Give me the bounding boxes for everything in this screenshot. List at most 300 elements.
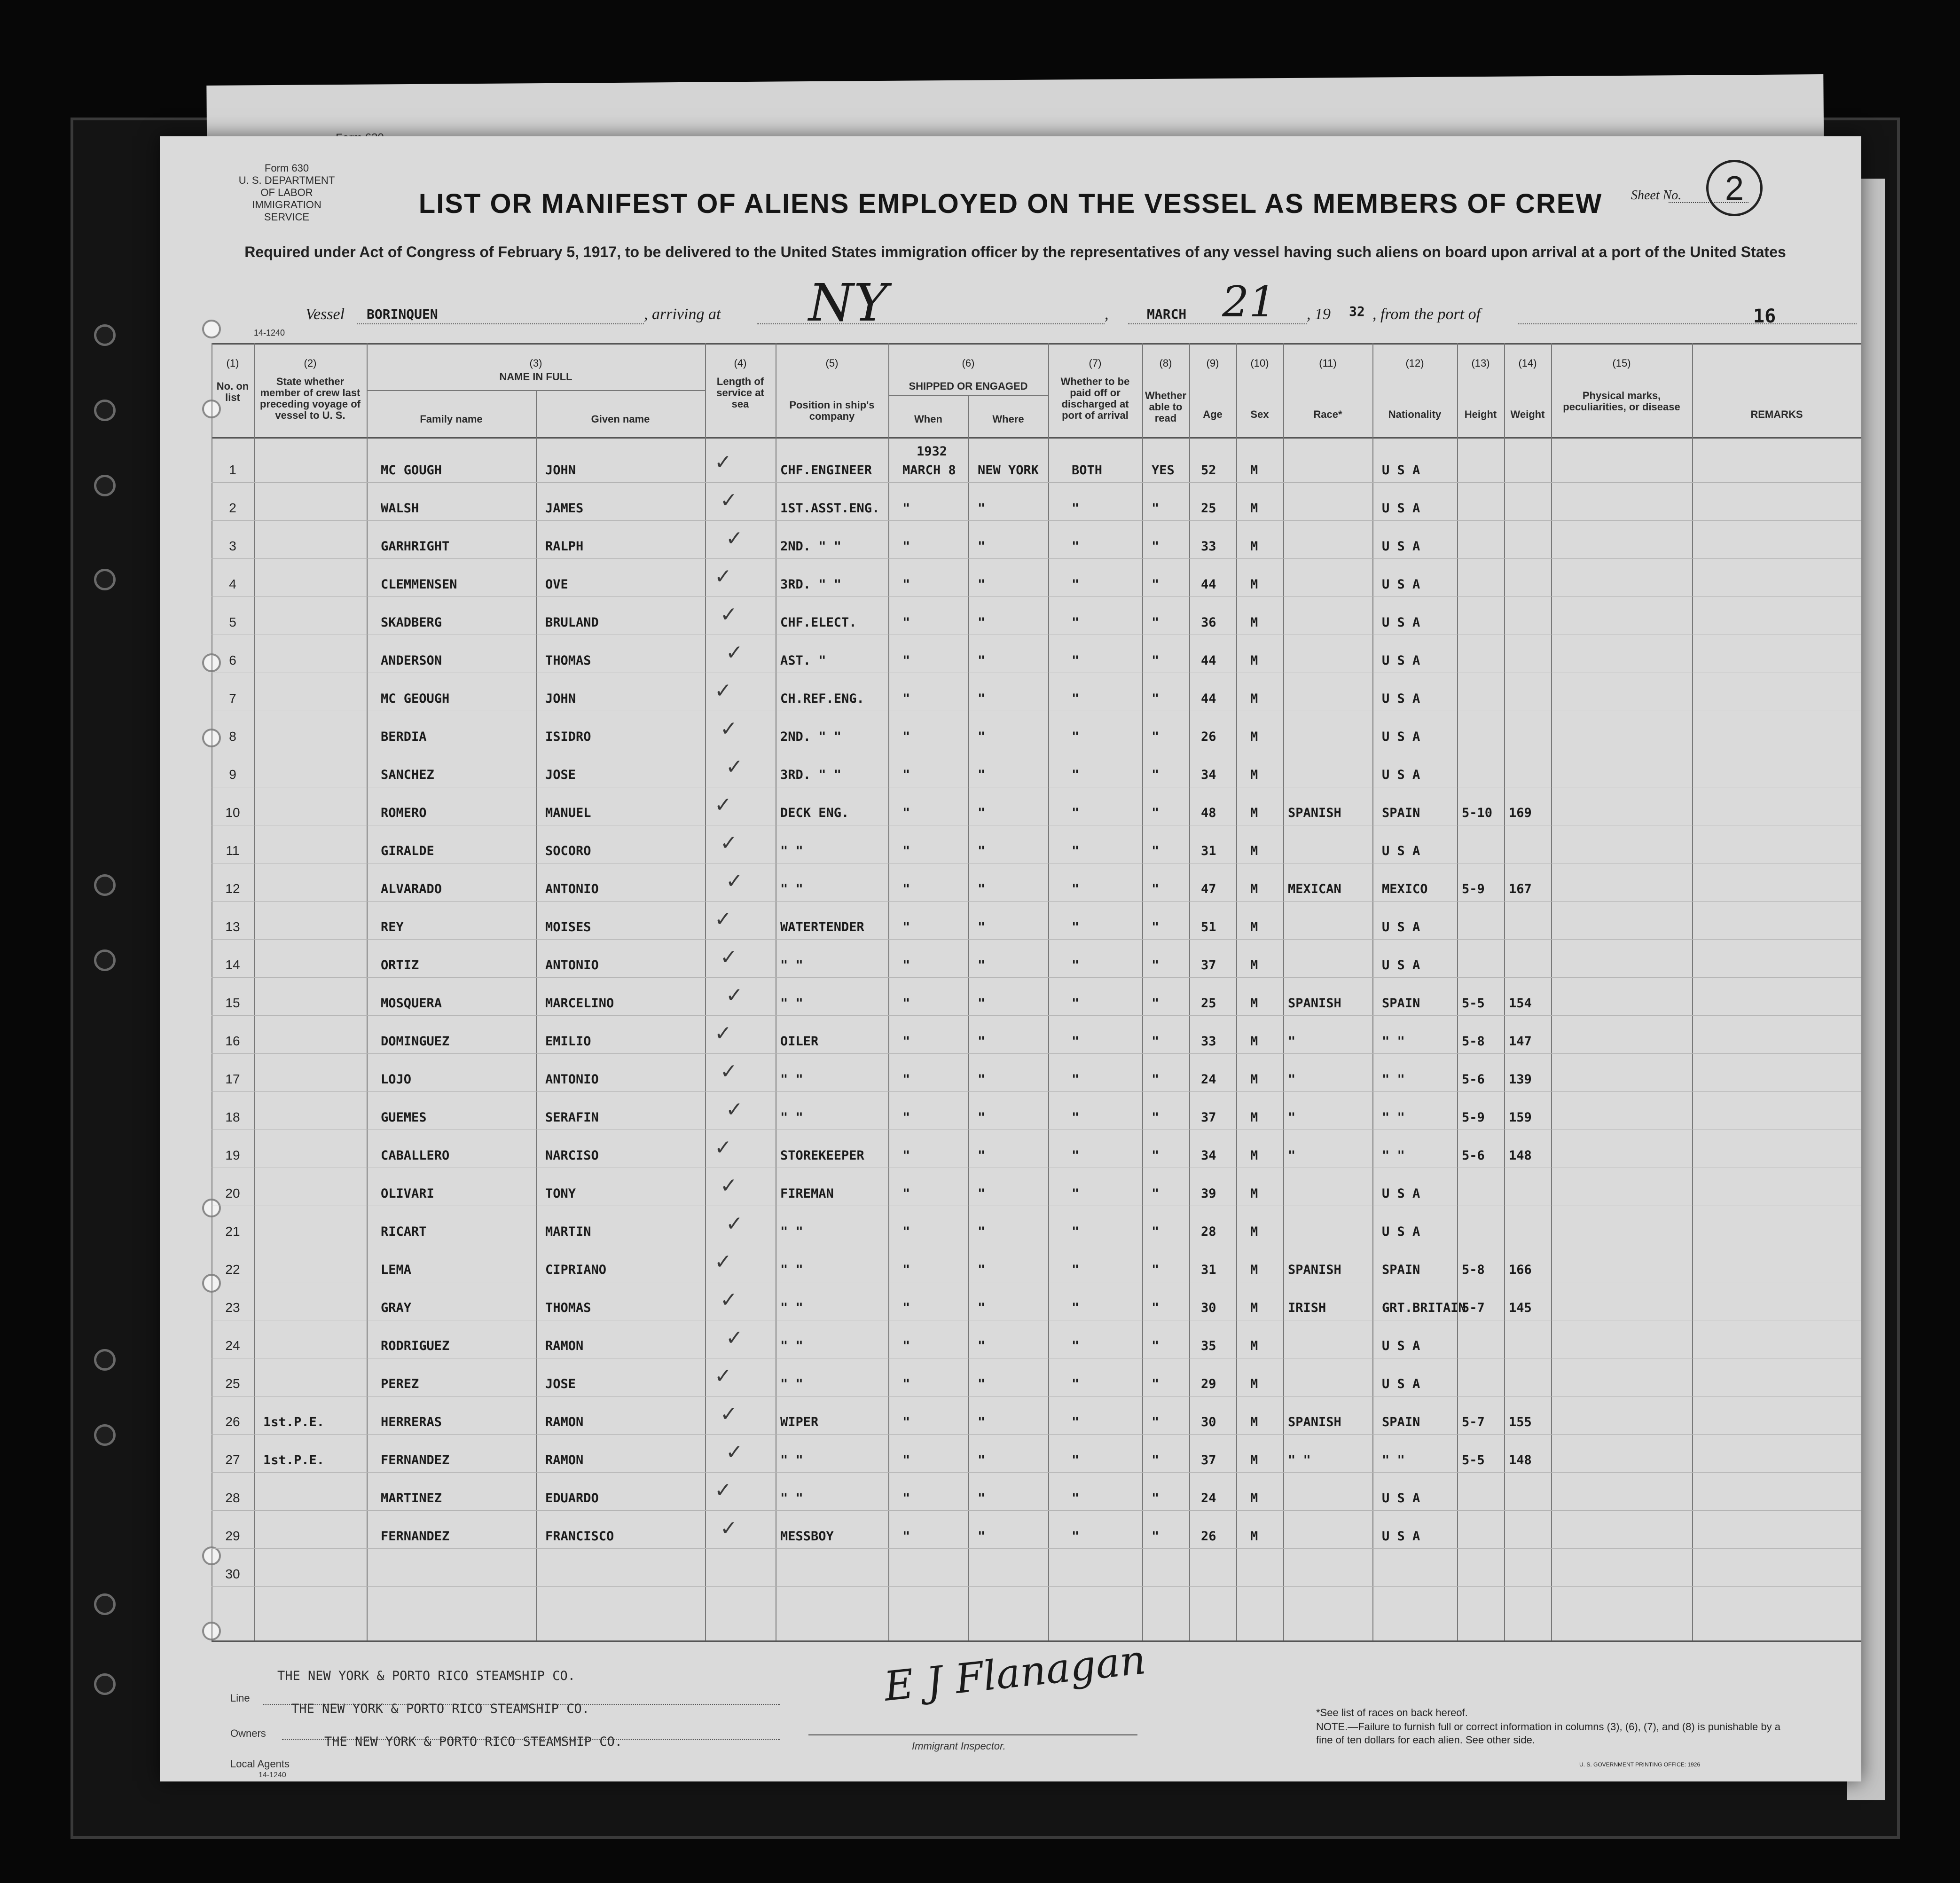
sheet-hole <box>202 320 221 338</box>
row-number: 1 <box>229 463 236 477</box>
family-name-cell: SANCHEZ <box>381 768 434 782</box>
age-cell: 29 <box>1201 1377 1216 1391</box>
col-9-number: (9) <box>1206 357 1219 369</box>
sex-cell: M <box>1250 1186 1258 1201</box>
shipped-where-cell: " <box>978 577 986 592</box>
age-cell: 26 <box>1201 1529 1216 1544</box>
vessel-label: Vessel <box>306 306 345 323</box>
column-rule <box>254 343 255 1640</box>
age-cell: 26 <box>1201 730 1216 744</box>
shipped-when-cell: " <box>902 996 910 1011</box>
paid-off-cell: " <box>1072 1263 1080 1277</box>
shipped-when-cell: " <box>902 577 910 592</box>
height-cell: 5-5 <box>1462 996 1485 1011</box>
shipped-where-cell: " <box>978 615 986 630</box>
height-cell: 5-6 <box>1462 1072 1485 1087</box>
shipped-where-cell: " <box>978 1529 986 1544</box>
position-cell: " " <box>780 882 803 896</box>
col-8-header: Whether able to read <box>1145 390 1186 424</box>
nationality-cell: SPAIN <box>1382 1263 1420 1277</box>
shipped-when-cell: " <box>902 691 910 706</box>
row-number: 18 <box>225 1110 240 1124</box>
able-to-read-cell: " <box>1152 958 1160 973</box>
shipped-year-note: 1932 <box>917 444 948 459</box>
able-to-read-cell: " <box>1152 730 1160 744</box>
line-company-top: THE NEW YORK & PORTO RICO STEAMSHIP CO. <box>277 1669 575 1683</box>
position-cell: " " <box>780 996 803 1011</box>
nationality-cell: U S A <box>1382 1339 1420 1353</box>
shipped-sub-rule <box>888 395 1048 396</box>
check-mark-icon: ✓ <box>720 831 737 855</box>
row-number: 14 <box>225 957 240 972</box>
able-to-read-cell: " <box>1152 996 1160 1011</box>
row-rule <box>212 1510 1861 1511</box>
able-to-read-cell: " <box>1152 1377 1160 1391</box>
shipped-when-cell: " <box>902 1301 910 1315</box>
check-mark-icon: ✓ <box>726 1212 743 1236</box>
previous-voyage-cell: 1st.P.E. <box>263 1453 325 1467</box>
shipped-when-cell: " <box>902 1034 910 1049</box>
given-name-cell: MOISES <box>545 920 591 934</box>
check-mark-icon: ✓ <box>720 945 737 969</box>
arriving-label: , arriving at <box>644 306 721 323</box>
given-name-cell: JOSE <box>545 768 576 782</box>
able-to-read-cell: " <box>1152 577 1160 592</box>
check-mark-icon: ✓ <box>714 793 732 817</box>
col-13-header: Height <box>1464 408 1497 420</box>
shipped-when-cell: " <box>902 1453 910 1467</box>
check-mark-icon: ✓ <box>714 450 732 474</box>
row-number: 17 <box>225 1072 240 1086</box>
position-cell: " " <box>780 1301 803 1315</box>
nationality-cell: U S A <box>1382 653 1420 668</box>
family-name-cell: WALSH <box>381 501 419 516</box>
position-cell: " " <box>780 1491 803 1506</box>
height-cell: 5-5 <box>1462 1453 1485 1467</box>
position-cell: STOREKEEPER <box>780 1148 864 1163</box>
row-rule <box>212 1091 1861 1092</box>
shipped-where-cell: " <box>978 882 986 896</box>
shipped-where-cell: " <box>978 768 986 782</box>
paid-off-cell: " <box>1072 1072 1080 1087</box>
race-cell: " <box>1288 1072 1296 1087</box>
race-cell: SPANISH <box>1288 1415 1341 1429</box>
weight-cell: 166 <box>1509 1263 1532 1277</box>
position-cell: 3RD. " " <box>780 577 842 592</box>
row-number: 8 <box>229 729 236 744</box>
position-cell: CH.REF.ENG. <box>780 691 864 706</box>
row-number: 20 <box>225 1186 240 1200</box>
shipped-when-cell: " <box>902 806 910 820</box>
height-cell: 5-7 <box>1462 1415 1485 1429</box>
position-cell: " " <box>780 1263 803 1277</box>
row-rule <box>212 1015 1861 1016</box>
line-label: Line <box>230 1692 250 1704</box>
sex-cell: M <box>1250 730 1258 744</box>
paid-off-cell: " <box>1072 1415 1080 1429</box>
age-cell: 37 <box>1201 1110 1216 1125</box>
age-cell: 31 <box>1201 844 1216 858</box>
family-name-cell: MC GOUGH <box>381 463 442 478</box>
nationality-cell: GRT.BRITAIN <box>1382 1301 1466 1315</box>
shipped-where-cell: " <box>978 1339 986 1353</box>
able-to-read-cell: " <box>1152 1529 1160 1544</box>
paid-off-cell: " <box>1072 1110 1080 1125</box>
family-name-cell: ORTIZ <box>381 958 419 973</box>
sex-cell: M <box>1250 844 1258 858</box>
check-mark-icon: ✓ <box>714 1250 732 1274</box>
col-3-family-header: Family name <box>420 413 483 425</box>
able-to-read-cell: YES <box>1152 463 1175 478</box>
position-cell: DECK ENG. <box>780 806 849 820</box>
races-note: *See list of races on back hereof. <box>1316 1707 1468 1718</box>
col-4-number: (4) <box>734 357 747 369</box>
height-cell: 5-8 <box>1462 1034 1485 1049</box>
given-name-cell: JOSE <box>545 1377 576 1391</box>
given-name-cell: ISIDRO <box>545 730 591 744</box>
year-prefix: , 19 <box>1307 306 1331 323</box>
family-name-cell: CLEMMENSEN <box>381 577 457 592</box>
shipped-when-cell: " <box>902 1224 910 1239</box>
position-cell: MESSBOY <box>780 1529 834 1544</box>
paid-off-cell: " <box>1072 1453 1080 1467</box>
able-to-read-cell: " <box>1152 1491 1160 1506</box>
age-cell: 25 <box>1201 996 1216 1011</box>
row-number: 12 <box>225 881 240 896</box>
shipped-where-cell: " <box>978 1034 986 1049</box>
shipped-where-cell: " <box>978 806 986 820</box>
shipped-where-cell: NEW YORK <box>978 463 1039 478</box>
family-name-cell: FERNANDEZ <box>381 1453 450 1467</box>
arrival-year: 32 <box>1349 304 1365 319</box>
from-port-label: , from the port of <box>1372 306 1481 323</box>
age-cell: 37 <box>1201 958 1216 973</box>
sex-cell: M <box>1250 501 1258 516</box>
col-7-header: Whether to be paid off or discharged at port of arrival <box>1060 376 1130 421</box>
binder-hole <box>94 324 116 346</box>
name-sub-rule <box>367 390 705 391</box>
document-subtitle: Required under Act of Congress of February 5, 1917, to be delivered to the United States immigration officer by the representatives of any vessel having such aliens on board upon arrival at a port of the United States <box>244 243 1786 260</box>
sex-cell: M <box>1250 1491 1258 1506</box>
family-name-cell: MARTINEZ <box>381 1491 442 1506</box>
nationality-cell: U S A <box>1382 844 1420 858</box>
paid-off-cell: " <box>1072 1529 1080 1544</box>
row-number: 24 <box>225 1338 240 1353</box>
vessel-line <box>357 323 644 324</box>
age-cell: 31 <box>1201 1263 1216 1277</box>
shipped-when-cell: " <box>902 768 910 782</box>
shipped-where-cell: " <box>978 1491 986 1506</box>
given-name-cell: ANTONIO <box>545 958 599 973</box>
paid-off-cell: " <box>1072 1034 1080 1049</box>
previous-voyage-cell: 1st.P.E. <box>263 1415 325 1429</box>
inspector-signature: E J Flanagan <box>882 1636 1148 1710</box>
given-name-cell: THOMAS <box>545 1301 591 1315</box>
row-rule <box>212 596 1861 597</box>
weight-cell: 159 <box>1509 1110 1532 1125</box>
check-mark-icon: ✓ <box>720 1402 737 1426</box>
sex-cell: M <box>1250 1377 1258 1391</box>
column-rule <box>1189 343 1190 1640</box>
row-rule <box>212 977 1861 978</box>
given-name-cell: SOCORO <box>545 844 591 858</box>
age-cell: 36 <box>1201 615 1216 630</box>
sex-cell: M <box>1250 1415 1258 1429</box>
col-3-number: (3) <box>529 357 542 369</box>
col-5-number: (5) <box>825 357 839 369</box>
position-cell: 3RD. " " <box>780 768 842 782</box>
able-to-read-cell: " <box>1152 1415 1160 1429</box>
nationality-cell: U S A <box>1382 501 1420 516</box>
shipped-where-cell: " <box>978 539 986 554</box>
family-name-cell: RICART <box>381 1224 427 1239</box>
shipped-when-cell: " <box>902 1186 910 1201</box>
height-cell: 5-9 <box>1462 1110 1485 1125</box>
shipped-when-cell: " <box>902 1339 910 1353</box>
document-title: LIST OR MANIFEST OF ALIENS EMPLOYED ON THE VESSEL AS MEMBERS OF CREW <box>418 188 1603 219</box>
family-name-cell: BERDIA <box>381 730 427 744</box>
column-rule <box>705 343 706 1640</box>
col-1-header: No. on list <box>216 380 249 403</box>
table-bottom-rule <box>212 1640 1861 1642</box>
row-rule <box>212 1548 1861 1549</box>
given-name-cell: MARCELINO <box>545 996 614 1011</box>
row-number: 4 <box>229 577 236 591</box>
height-cell: 5-10 <box>1462 806 1493 820</box>
column-rule <box>1457 343 1458 1640</box>
paid-off-cell: " <box>1072 768 1080 782</box>
age-cell: 39 <box>1201 1186 1216 1201</box>
column-rule <box>1692 343 1693 1640</box>
given-name-cell: RALPH <box>545 539 584 554</box>
sex-cell: M <box>1250 996 1258 1011</box>
family-name-cell: ALVARADO <box>381 882 442 896</box>
weight-cell: 147 <box>1509 1034 1532 1049</box>
col-15-header: Physical marks, peculiarities, or disease <box>1563 390 1680 413</box>
check-mark-icon: ✓ <box>726 1326 743 1350</box>
binder-hole <box>94 1673 116 1695</box>
nationality-cell: U S A <box>1382 1491 1420 1506</box>
nationality-cell: U S A <box>1382 1529 1420 1544</box>
paid-off-cell: " <box>1072 730 1080 744</box>
age-cell: 35 <box>1201 1339 1216 1353</box>
given-name-cell: EDUARDO <box>545 1491 599 1506</box>
check-mark-icon: ✓ <box>720 1288 737 1312</box>
sex-cell: M <box>1250 1034 1258 1049</box>
row-rule <box>212 1472 1861 1473</box>
able-to-read-cell: " <box>1152 501 1160 516</box>
paid-off-cell: " <box>1072 996 1080 1011</box>
inspector-label: Immigrant Inspector. <box>912 1740 1006 1752</box>
family-name-cell: REY <box>381 920 404 934</box>
page-mark: 16 <box>1753 306 1776 327</box>
check-mark-icon: ✓ <box>720 1059 737 1083</box>
column-rule <box>367 343 368 1640</box>
position-cell: WIPER <box>780 1415 819 1429</box>
shipped-where-cell: " <box>978 920 986 934</box>
col-2-header: State whether member of crew last preceding voyage of vessel to U. S. <box>260 376 361 421</box>
check-mark-icon: ✓ <box>714 565 732 588</box>
col-6-when-header: When <box>914 413 942 425</box>
row-rule <box>212 901 1861 902</box>
check-mark-icon: ✓ <box>726 1440 743 1464</box>
age-cell: 28 <box>1201 1224 1216 1239</box>
nationality-cell: " " <box>1382 1072 1405 1087</box>
able-to-read-cell: " <box>1152 615 1160 630</box>
position-cell: AST. " <box>780 653 826 668</box>
family-name-cell: LEMA <box>381 1263 412 1277</box>
col-14-number: (14) <box>1518 357 1537 369</box>
position-cell: 2ND. " " <box>780 730 842 744</box>
able-to-read-cell: " <box>1152 653 1160 668</box>
age-cell: 47 <box>1201 882 1216 896</box>
binder-hole <box>94 1593 116 1615</box>
row-number: 28 <box>225 1491 240 1505</box>
given-name-cell: MANUEL <box>545 806 591 820</box>
col-8-number: (8) <box>1159 357 1172 369</box>
shipped-where-cell: " <box>978 1110 986 1125</box>
position-cell: 2ND. " " <box>780 539 842 554</box>
able-to-read-cell: " <box>1152 920 1160 934</box>
paid-off-cell: " <box>1072 1224 1080 1239</box>
comma: , <box>1105 306 1109 323</box>
row-rule <box>212 1434 1861 1435</box>
shipped-when-cell: " <box>902 1072 910 1087</box>
family-name-cell: GIRALDE <box>381 844 434 858</box>
sex-cell: M <box>1250 958 1258 973</box>
position-cell: CHF.ENGINEER <box>780 463 872 478</box>
family-name-cell: MC GEOUGH <box>381 691 450 706</box>
height-cell: 5-8 <box>1462 1263 1485 1277</box>
age-cell: 33 <box>1201 539 1216 554</box>
able-to-read-cell: " <box>1152 1186 1160 1201</box>
shipped-where-cell: " <box>978 996 986 1011</box>
column-rule <box>1372 343 1373 1640</box>
check-mark-icon: ✓ <box>714 1136 732 1160</box>
family-name-cell: HERRERAS <box>381 1415 442 1429</box>
age-cell: 48 <box>1201 806 1216 820</box>
row-number: 29 <box>225 1529 240 1543</box>
check-mark-icon: ✓ <box>714 1364 732 1388</box>
position-cell: WATERTENDER <box>780 920 864 934</box>
age-cell: 24 <box>1201 1491 1216 1506</box>
row-number: 30 <box>225 1567 240 1581</box>
family-name-cell: LOJO <box>381 1072 412 1087</box>
check-mark-icon: ✓ <box>714 679 732 703</box>
position-cell: " " <box>780 1377 803 1391</box>
col-3-header: NAME IN FULL <box>499 371 572 383</box>
sex-cell: M <box>1250 463 1258 478</box>
age-cell: 52 <box>1201 463 1216 478</box>
family-name-cell: ANDERSON <box>381 653 442 668</box>
shipped-where-cell: " <box>978 1186 986 1201</box>
given-name-cell: CIPRIANO <box>545 1263 607 1277</box>
shipped-where-cell: " <box>978 1415 986 1429</box>
column-rule <box>1048 343 1049 1640</box>
able-to-read-cell: " <box>1152 1148 1160 1163</box>
shipped-when-cell: " <box>902 615 910 630</box>
race-cell: " <box>1288 1034 1296 1049</box>
check-mark-icon: ✓ <box>720 1516 737 1540</box>
paid-off-cell: " <box>1072 1301 1080 1315</box>
shipped-when-cell: " <box>902 501 910 516</box>
height-cell: 5-6 <box>1462 1148 1485 1163</box>
form-number: Form 630 <box>264 162 309 174</box>
paid-off-cell: " <box>1072 882 1080 896</box>
paid-off-cell: " <box>1072 577 1080 592</box>
row-number: 9 <box>229 767 236 782</box>
given-name-cell: EMILIO <box>545 1034 591 1049</box>
col-14-header: Weight <box>1510 408 1545 420</box>
nationality-cell: U S A <box>1382 768 1420 782</box>
weight-cell: 148 <box>1509 1148 1532 1163</box>
nationality-cell: SPAIN <box>1382 806 1420 820</box>
weight-cell: 154 <box>1509 996 1532 1011</box>
age-cell: 30 <box>1201 1415 1216 1429</box>
penalty-note: NOTE.—Failure to furnish full or correct information in columns (3), (6), (7), and (8) is punishable by a fine of ten dollars for each alien. See other side. <box>1316 1721 1780 1746</box>
nationality-cell: U S A <box>1382 920 1420 934</box>
col-3-given-header: Given name <box>591 413 650 425</box>
row-rule <box>212 520 1861 521</box>
sex-cell: M <box>1250 539 1258 554</box>
sex-cell: M <box>1250 577 1258 592</box>
table-header-rule <box>212 437 1861 439</box>
vessel-name: BORINQUEN <box>367 306 438 322</box>
column-rule <box>968 395 969 1640</box>
form-ref-small: 14-1240 <box>254 328 285 337</box>
age-cell: 34 <box>1201 768 1216 782</box>
able-to-read-cell: " <box>1152 539 1160 554</box>
position-cell: 1ST.ASST.ENG. <box>780 501 880 516</box>
binder-hole <box>94 949 116 971</box>
able-to-read-cell: " <box>1152 1072 1160 1087</box>
race-cell: SPANISH <box>1288 1263 1341 1277</box>
age-cell: 44 <box>1201 691 1216 706</box>
col-13-number: (13) <box>1471 357 1490 369</box>
family-name-cell: RODRIGUEZ <box>381 1339 450 1353</box>
check-mark-icon: ✓ <box>714 1021 732 1045</box>
race-cell: SPANISH <box>1288 996 1341 1011</box>
sex-cell: M <box>1250 691 1258 706</box>
shipped-when-cell: " <box>902 1377 910 1391</box>
nationality-cell: U S A <box>1382 463 1420 478</box>
row-rule <box>212 1396 1861 1397</box>
position-cell: " " <box>780 1339 803 1353</box>
age-cell: 33 <box>1201 1034 1216 1049</box>
arrival-month: MARCH <box>1147 306 1187 322</box>
nationality-cell: MEXICO <box>1382 882 1428 896</box>
nationality-cell: U S A <box>1382 730 1420 744</box>
position-cell: " " <box>780 1224 803 1239</box>
nationality-cell: U S A <box>1382 615 1420 630</box>
nationality-cell: " " <box>1382 1148 1405 1163</box>
service-name: IMMIGRATION SERVICE <box>252 199 321 223</box>
given-name-cell: ANTONIO <box>545 882 599 896</box>
given-name-cell: JOHN <box>545 691 576 706</box>
footer-form-ref: 14-1240 <box>259 1771 286 1779</box>
sex-cell: M <box>1250 1072 1258 1087</box>
height-cell: 5-7 <box>1462 1301 1485 1315</box>
race-cell: " <box>1288 1110 1296 1125</box>
col-11-header: Race* <box>1313 408 1342 420</box>
col-2-number: (2) <box>304 357 317 369</box>
row-number: 15 <box>225 996 240 1010</box>
row-number: 21 <box>225 1224 240 1239</box>
binder-hole <box>94 569 116 590</box>
shipped-when-cell: " <box>902 1415 910 1429</box>
shipped-when-cell: " <box>902 958 910 973</box>
check-mark-icon: ✓ <box>726 526 743 550</box>
